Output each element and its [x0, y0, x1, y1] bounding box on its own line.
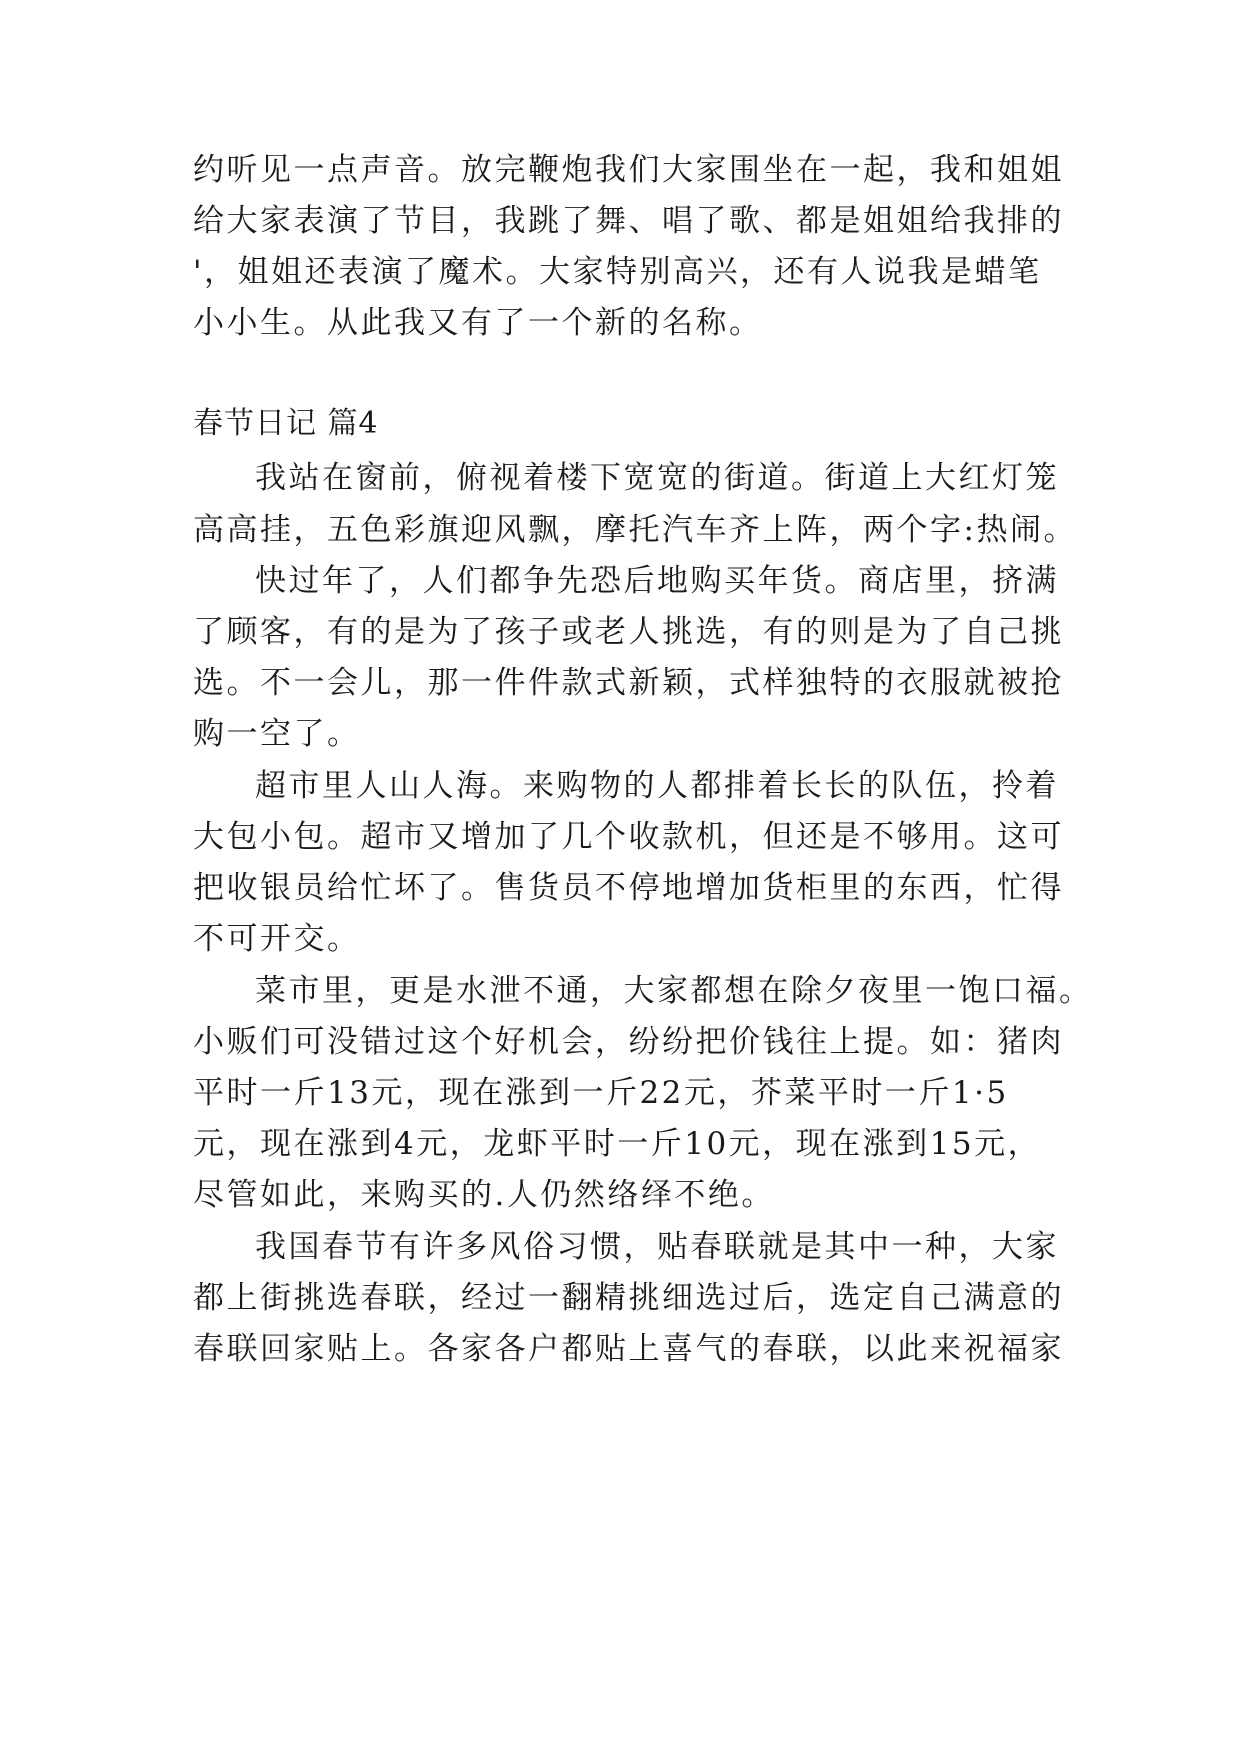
- text-line: 给大家表演了节目，我跳了舞、唱了歌、都是姐姐给我排的: [193, 203, 1064, 239]
- paragraph-line: 不可开交。: [193, 921, 361, 957]
- text-line: 小小生。从此我又有了一个新的名称。: [193, 305, 763, 341]
- text-line: 约听见一点声音。放完鞭炮我们大家围坐在一起，我和姐姐: [193, 152, 1064, 188]
- paragraph-line: 小贩们可没错过这个好机会，纷纷把价钱往上提。如：猪肉: [193, 1024, 1064, 1060]
- paragraph-line: 大包小包。超市又增加了几个收款机，但还是不够用。这可: [193, 819, 1064, 855]
- paragraph-line: 了顾客，有的是为了孩子或老人挑选，有的则是为了自己挑: [193, 614, 1064, 650]
- paragraph-line: 我站在窗前，俯视着楼下宽宽的街道。街道上大红灯笼: [255, 460, 1059, 496]
- paragraph-line: 我国春节有许多风俗习惯，贴春联就是其中一种，大家: [255, 1229, 1059, 1265]
- paragraph-line: 快过年了，人们都争先恐后地购买年货。商店里，挤满: [255, 563, 1059, 599]
- paragraph-line: 都上街挑选春联，经过一翻精挑细选过后，选定自己满意的: [193, 1280, 1064, 1316]
- paragraph-line: 元，现在涨到4元，龙虾平时一斤10元，现在涨到15元，: [193, 1126, 1042, 1162]
- text-line: '，姐姐还表演了魔术。大家特别高兴，还有人说我是蜡笔: [193, 254, 1042, 290]
- paragraph-line: 平时一斤13元，现在涨到一斤22元，芥菜平时一斤1·5: [193, 1075, 1009, 1111]
- paragraph-line: 选。不一会儿，那一件件款式新颖，式样独特的衣服就被抢: [193, 665, 1064, 701]
- paragraph-line: 尽管如此，来购买的.人仍然络绎不绝。: [193, 1177, 775, 1213]
- paragraph-line: 春联回家贴上。各家各户都贴上喜气的春联，以此来祝福家: [193, 1331, 1064, 1367]
- paragraph-line: 把收银员给忙坏了。售货员不停地增加货柜里的东西，忙得: [193, 870, 1064, 906]
- paragraph-line: 菜市里，更是水泄不通，大家都想在除夕夜里一饱口福。: [255, 973, 1093, 1009]
- paragraph-line: 购一空了。: [193, 716, 361, 752]
- paragraph-line: 高高挂，五色彩旗迎风飘，摩托汽车齐上阵，两个字:热闹。: [193, 512, 1077, 548]
- section-title: 春节日记 篇4: [193, 406, 379, 441]
- paragraph-line: 超市里人山人海。来购物的人都排着长长的队伍，拎着: [255, 768, 1059, 804]
